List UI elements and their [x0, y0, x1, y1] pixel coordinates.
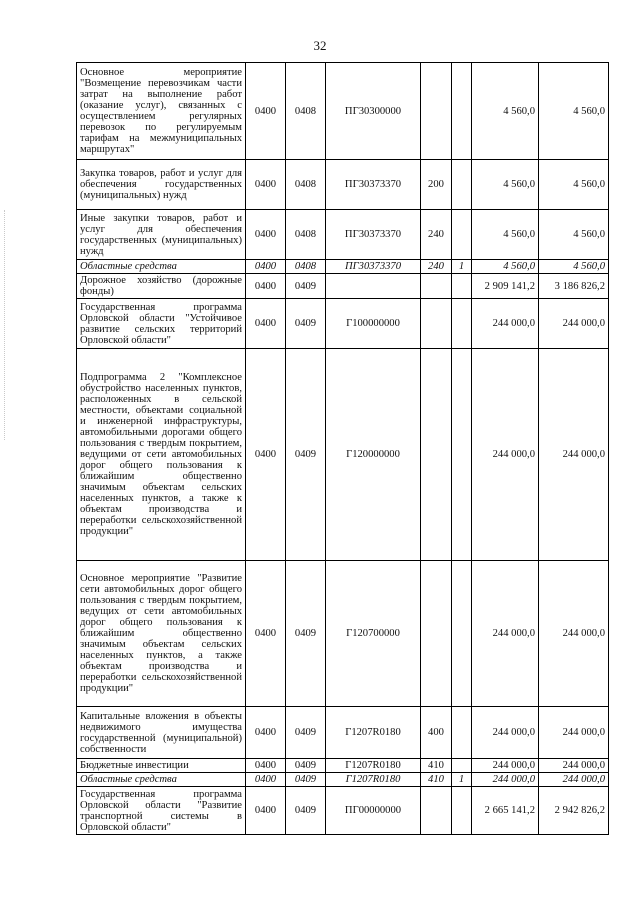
row-amount-year2: 244 000,0	[539, 299, 609, 349]
row-subsection: 0409	[286, 274, 326, 299]
row-amount-year2: 2 942 826,2	[539, 787, 609, 835]
row-funding-source	[452, 299, 472, 349]
row-amount-year2: 4 560,0	[539, 160, 609, 210]
row-subsection: 0408	[286, 63, 326, 160]
row-amount-year1: 4 560,0	[472, 160, 539, 210]
row-amount-year1: 244 000,0	[472, 349, 539, 561]
row-subsection: 0409	[286, 561, 326, 707]
table-row	[77, 349, 609, 561]
table-row	[77, 260, 609, 274]
row-amount-year2: 4 560,0	[539, 260, 609, 274]
row-amount-year2: 244 000,0	[539, 561, 609, 707]
row-name: Основное мероприятие "Возмещение перевозчикам части затрат на выполнение работ (оказание услуг), связанных с осуществлением регулярных перевозок по регулируемым тарифам на межмуниципальных маршрутах"	[77, 63, 246, 160]
row-expense-type: 200	[421, 160, 452, 210]
row-amount-year2: 244 000,0	[539, 349, 609, 561]
row-funding-source: 1	[452, 773, 472, 787]
row-funding-source	[452, 759, 472, 773]
row-target-article: Г1207R0180	[326, 773, 421, 787]
row-name: Дорожное хозяйство (дорожные фонды)	[77, 274, 246, 299]
row-subsection: 0409	[286, 787, 326, 835]
row-target-article: ПГ30373370	[326, 160, 421, 210]
row-section: 0400	[246, 787, 286, 835]
row-expense-type	[421, 299, 452, 349]
table-row	[77, 561, 609, 707]
row-name: Основное мероприятие "Развитие сети автомобильных дорог общего пользования с твердым покрытием, ведущих от сети автомобильных дорог общего пользования к ближайшим общественно значимым объектам сельских населенных пунктов, а также объектам производства и переработки сельскохозяйственной продукции"	[77, 561, 246, 707]
table-row	[77, 707, 609, 759]
row-subsection: 0409	[286, 299, 326, 349]
row-target-article: ПГ30373370	[326, 260, 421, 274]
row-section: 0400	[246, 160, 286, 210]
row-section: 0400	[246, 759, 286, 773]
table-row	[77, 787, 609, 835]
row-name: Государственная программа Орловской области "Устойчивое развитие сельских территорий Орловской области"	[77, 299, 246, 349]
row-name: Капитальные вложения в объекты недвижимого имущества государственной (муниципальной) собственности	[77, 707, 246, 759]
row-subsection: 0409	[286, 773, 326, 787]
row-target-article: Г120700000	[326, 561, 421, 707]
row-target-article	[326, 274, 421, 299]
row-name: Иные закупки товаров, работ и услуг для обеспечения государственных (муниципальных) нужд	[77, 210, 246, 260]
row-target-article: ПГ00000000	[326, 787, 421, 835]
row-name: Закупка товаров, работ и услуг для обеспечения государственных (муниципальных) нужд	[77, 160, 246, 210]
row-amount-year2: 3 186 826,2	[539, 274, 609, 299]
row-amount-year1: 4 560,0	[472, 210, 539, 260]
row-amount-year1: 244 000,0	[472, 561, 539, 707]
row-subsection: 0408	[286, 210, 326, 260]
row-funding-source	[452, 63, 472, 160]
row-amount-year2: 244 000,0	[539, 759, 609, 773]
row-subsection: 0408	[286, 160, 326, 210]
row-funding-source	[452, 349, 472, 561]
row-expense-type	[421, 561, 452, 707]
row-name: Областные средства	[77, 260, 246, 274]
row-expense-type: 400	[421, 707, 452, 759]
row-section: 0400	[246, 63, 286, 160]
table-row	[77, 210, 609, 260]
row-target-article: ПГ30300000	[326, 63, 421, 160]
row-section: 0400	[246, 349, 286, 561]
row-amount-year1: 2 665 141,2	[472, 787, 539, 835]
row-name: Подпрограмма 2 "Комплексное обустройство населенных пунктов, расположенных в сельской местности, объектами социальной и инженерной инфраструктуры, автомобильными дорогами общего пользования с твердым покрытием, ведущими от сети автомобильных дорог общего пользования к ближайшим общественно значимым объектам сельских населенных пунктов, а также к объектам производства и переработки сельскохозяйственной продукции"	[77, 349, 246, 561]
row-amount-year1: 244 000,0	[472, 707, 539, 759]
row-name: Бюджетные инвестиции	[77, 759, 246, 773]
row-target-article: Г1207R0180	[326, 707, 421, 759]
row-amount-year2: 4 560,0	[539, 210, 609, 260]
table-row	[77, 759, 609, 773]
row-funding-source	[452, 274, 472, 299]
row-section: 0400	[246, 299, 286, 349]
row-section: 0400	[246, 260, 286, 274]
row-expense-type: 410	[421, 759, 452, 773]
budget-table	[76, 62, 609, 835]
row-amount-year1: 4 560,0	[472, 63, 539, 160]
table-row	[77, 773, 609, 787]
row-expense-type	[421, 63, 452, 160]
table-row	[77, 299, 609, 349]
row-funding-source: 1	[452, 260, 472, 274]
row-section: 0400	[246, 274, 286, 299]
row-section: 0400	[246, 707, 286, 759]
row-expense-type: 410	[421, 773, 452, 787]
row-section: 0400	[246, 773, 286, 787]
row-name: Областные средства	[77, 773, 246, 787]
row-section: 0400	[246, 210, 286, 260]
row-section: 0400	[246, 561, 286, 707]
row-expense-type: 240	[421, 210, 452, 260]
row-expense-type	[421, 787, 452, 835]
page-number: 32	[313, 38, 327, 53]
table-row	[77, 63, 609, 160]
row-name: Государственная программа Орловской области "Развитие транспортной системы в Орловской области"	[77, 787, 246, 835]
row-funding-source	[452, 787, 472, 835]
row-expense-type	[421, 274, 452, 299]
row-expense-type: 240	[421, 260, 452, 274]
margin-dots	[4, 210, 6, 440]
row-amount-year1: 244 000,0	[472, 299, 539, 349]
row-funding-source	[452, 160, 472, 210]
row-target-article: ПГ30373370	[326, 210, 421, 260]
row-subsection: 0409	[286, 349, 326, 561]
row-amount-year1: 244 000,0	[472, 759, 539, 773]
row-funding-source	[452, 210, 472, 260]
row-subsection: 0409	[286, 707, 326, 759]
row-amount-year1: 244 000,0	[472, 773, 539, 787]
row-expense-type	[421, 349, 452, 561]
row-amount-year1: 4 560,0	[472, 260, 539, 274]
row-target-article: Г120000000	[326, 349, 421, 561]
row-subsection: 0408	[286, 260, 326, 274]
row-target-article: Г1207R0180	[326, 759, 421, 773]
row-funding-source	[452, 561, 472, 707]
budget-table-body	[77, 63, 609, 835]
row-target-article: Г100000000	[326, 299, 421, 349]
row-amount-year2: 4 560,0	[539, 63, 609, 160]
row-amount-year1: 2 909 141,2	[472, 274, 539, 299]
row-amount-year2: 244 000,0	[539, 707, 609, 759]
table-row	[77, 274, 609, 299]
row-funding-source	[452, 707, 472, 759]
row-amount-year2: 244 000,0	[539, 773, 609, 787]
row-subsection: 0409	[286, 759, 326, 773]
table-row	[77, 160, 609, 210]
